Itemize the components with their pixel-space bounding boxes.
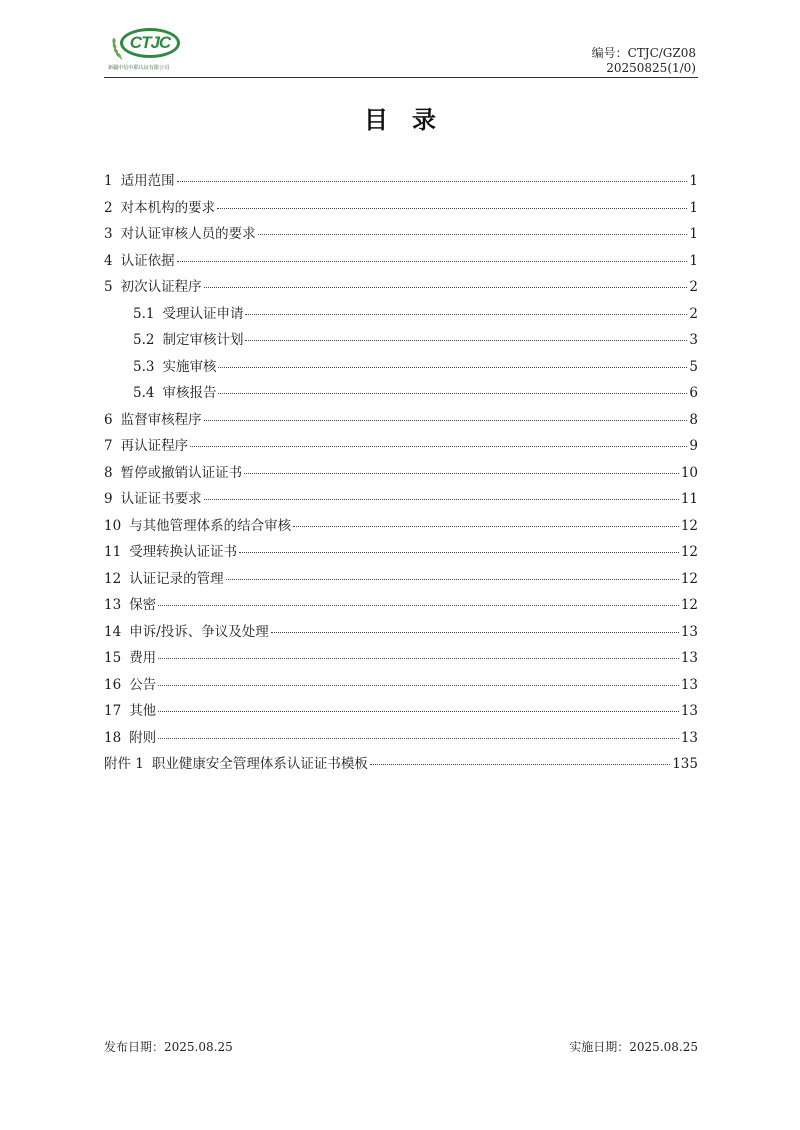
toc-entry[interactable] xyxy=(104,301,698,328)
toc-entry[interactable] xyxy=(104,195,698,222)
toc-entry[interactable] xyxy=(104,433,698,460)
logo-mark xyxy=(120,28,180,58)
company-logo xyxy=(108,26,188,72)
toc-entry[interactable] xyxy=(104,566,698,593)
toc-entry-number: 9 xyxy=(104,491,113,507)
toc-entry[interactable] xyxy=(104,513,698,540)
toc-entry-page: 3 xyxy=(689,332,698,348)
toc-entry-label: 职业健康安全管理体系认证证书模板 xyxy=(151,756,368,772)
toc-entry-label: 费用 xyxy=(129,650,157,666)
logo-mark-text: CTJC xyxy=(129,33,171,52)
dot-leader xyxy=(158,685,679,686)
dot-leader xyxy=(239,552,679,553)
dot-leader xyxy=(158,711,679,712)
toc-entry-label: 审核报告 xyxy=(162,385,217,401)
issue-date-value: 2025.08.25 xyxy=(164,1040,233,1054)
dot-leader xyxy=(158,738,679,739)
toc-entry-label: 制定审核计划 xyxy=(162,332,244,348)
toc-entry-number: 7 xyxy=(104,438,113,454)
table-of-contents xyxy=(104,168,698,778)
dot-leader xyxy=(370,764,670,765)
toc-entry[interactable] xyxy=(104,698,698,725)
toc-entry-page: 13 xyxy=(680,676,698,693)
toc-entry-page: 13 xyxy=(680,703,698,719)
toc-entry-page: 11 xyxy=(680,491,698,507)
toc-entry-page: 13 xyxy=(680,623,698,640)
toc-entry-number: 15 xyxy=(104,650,122,666)
toc-entry-page: 5 xyxy=(689,358,698,375)
effective-date-label: 实施日期： xyxy=(569,1040,630,1054)
dot-leader xyxy=(190,446,687,447)
dot-leader xyxy=(258,234,688,235)
toc-entry-number: 1 xyxy=(104,173,113,189)
dot-leader xyxy=(218,393,687,394)
toc-entry-page: 1 xyxy=(689,173,698,189)
dot-leader xyxy=(226,579,679,580)
toc-entry-page: 1 xyxy=(689,252,698,269)
toc-entry-number: 10 xyxy=(104,517,122,534)
toc-entry[interactable] xyxy=(104,407,698,434)
toc-entry[interactable] xyxy=(104,645,698,672)
toc-entry[interactable] xyxy=(104,248,698,275)
toc-entry-number: 附件 1 xyxy=(104,756,144,772)
toc-entry-page: 12 xyxy=(680,517,698,534)
toc-entry-number: 4 xyxy=(104,252,113,269)
toc-entry-number: 6 xyxy=(104,411,113,428)
toc-entry[interactable] xyxy=(104,274,698,301)
toc-entry-page: 10 xyxy=(680,464,698,481)
toc-entry-page: 12 xyxy=(680,544,698,560)
toc-entry-label: 保密 xyxy=(129,597,157,613)
dot-leader xyxy=(158,605,679,606)
toc-entry-label: 对本机构的要求 xyxy=(120,199,216,216)
toc-entry-label: 其他 xyxy=(129,703,157,719)
page-title: 目录 xyxy=(364,106,460,134)
issue-date xyxy=(104,1038,233,1055)
toc-entry-label: 对认证审核人员的要求 xyxy=(120,226,256,242)
toc-entry-label: 附则 xyxy=(129,729,157,746)
dot-leader xyxy=(177,261,688,262)
toc-entry-label: 再认证程序 xyxy=(120,438,189,454)
toc-entry[interactable] xyxy=(104,327,698,354)
toc-entry[interactable] xyxy=(104,592,698,619)
dot-leader xyxy=(245,340,687,341)
effective-date xyxy=(569,1038,698,1055)
toc-entry-page: 2 xyxy=(689,305,698,322)
toc-entry-page: 6 xyxy=(689,385,698,401)
toc-entry-page: 9 xyxy=(689,438,698,454)
toc-entry-label: 与其他管理体系的结合审核 xyxy=(129,517,292,534)
dot-leader xyxy=(218,367,687,368)
dot-leader xyxy=(245,314,687,315)
toc-entry[interactable] xyxy=(104,672,698,699)
toc-entry-page: 12 xyxy=(680,570,698,587)
toc-entry-page: 8 xyxy=(689,411,698,428)
toc-entry[interactable] xyxy=(104,354,698,381)
dot-leader xyxy=(293,526,679,527)
toc-entry[interactable] xyxy=(104,751,698,778)
toc-entry-number: 16 xyxy=(104,676,122,693)
toc-entry[interactable] xyxy=(104,380,698,407)
toc-entry-number: 14 xyxy=(104,623,122,640)
toc-entry-page: 1 xyxy=(689,199,698,216)
toc-entry-number: 5.3 xyxy=(133,358,155,375)
toc-entry-number: 11 xyxy=(104,544,122,560)
toc-entry-label: 申诉/投诉、争议及处理 xyxy=(129,623,269,640)
toc-entry-label: 实施审核 xyxy=(162,358,217,375)
toc-entry-page: 1 xyxy=(689,226,698,242)
toc-entry-label: 监督审核程序 xyxy=(120,411,202,428)
dot-leader xyxy=(204,420,688,421)
toc-entry-number: 5 xyxy=(104,279,113,295)
toc-entry-label: 受理转换认证证书 xyxy=(129,544,238,560)
page-header xyxy=(104,24,698,78)
toc-entry-page: 135 xyxy=(672,756,698,772)
toc-entry[interactable] xyxy=(104,619,698,646)
dot-leader xyxy=(204,499,679,500)
doc-version: 20250825(1/0) xyxy=(606,61,696,75)
toc-entry-number: 18 xyxy=(104,729,122,746)
toc-entry-page: 12 xyxy=(680,597,698,613)
toc-entry-label: 暂停或撤销认证证书 xyxy=(120,464,243,481)
toc-entry[interactable] xyxy=(104,221,698,248)
toc-entry-number: 13 xyxy=(104,597,122,613)
toc-entry-page: 13 xyxy=(680,650,698,666)
document-number-block xyxy=(592,46,696,76)
toc-entry[interactable] xyxy=(104,539,698,566)
toc-entry-number: 12 xyxy=(104,570,122,587)
dot-leader xyxy=(271,632,679,633)
effective-date-value: 2025.08.25 xyxy=(629,1040,698,1054)
toc-entry-number: 2 xyxy=(104,199,113,216)
dot-leader xyxy=(244,473,679,474)
toc-entry-label: 适用范围 xyxy=(120,173,175,189)
toc-entry-number: 3 xyxy=(104,226,113,242)
toc-entry-label: 认证证书要求 xyxy=(120,491,202,507)
toc-entry[interactable] xyxy=(104,460,698,487)
dot-leader xyxy=(177,181,688,182)
dot-leader xyxy=(158,658,679,659)
toc-entry[interactable] xyxy=(104,168,698,195)
toc-entry-page: 2 xyxy=(689,279,698,295)
toc-entry-number: 5.4 xyxy=(133,385,155,401)
toc-entry-number: 17 xyxy=(104,703,122,719)
toc-entry-number: 5.1 xyxy=(133,305,155,322)
toc-entry[interactable] xyxy=(104,486,698,513)
doc-number-label: 编号： xyxy=(591,46,628,60)
toc-entry-number: 8 xyxy=(104,464,113,481)
toc-entry-label: 公告 xyxy=(129,676,157,693)
dot-leader xyxy=(217,208,687,209)
toc-entry-page: 13 xyxy=(680,729,698,746)
dot-leader xyxy=(204,287,688,288)
toc-entry-label: 认证记录的管理 xyxy=(129,570,224,587)
toc-entry-label: 认证依据 xyxy=(120,252,175,269)
doc-number-value: CTJC/GZ08 xyxy=(627,46,696,60)
toc-entry-number: 5.2 xyxy=(133,332,155,348)
toc-entry-label: 初次认证程序 xyxy=(120,279,202,295)
company-name: 新疆中信中联认证有限公司 xyxy=(108,64,170,71)
issue-date-label: 发布日期： xyxy=(104,1040,165,1054)
toc-entry[interactable] xyxy=(104,725,698,752)
toc-entry-label: 受理认证申请 xyxy=(162,305,244,322)
